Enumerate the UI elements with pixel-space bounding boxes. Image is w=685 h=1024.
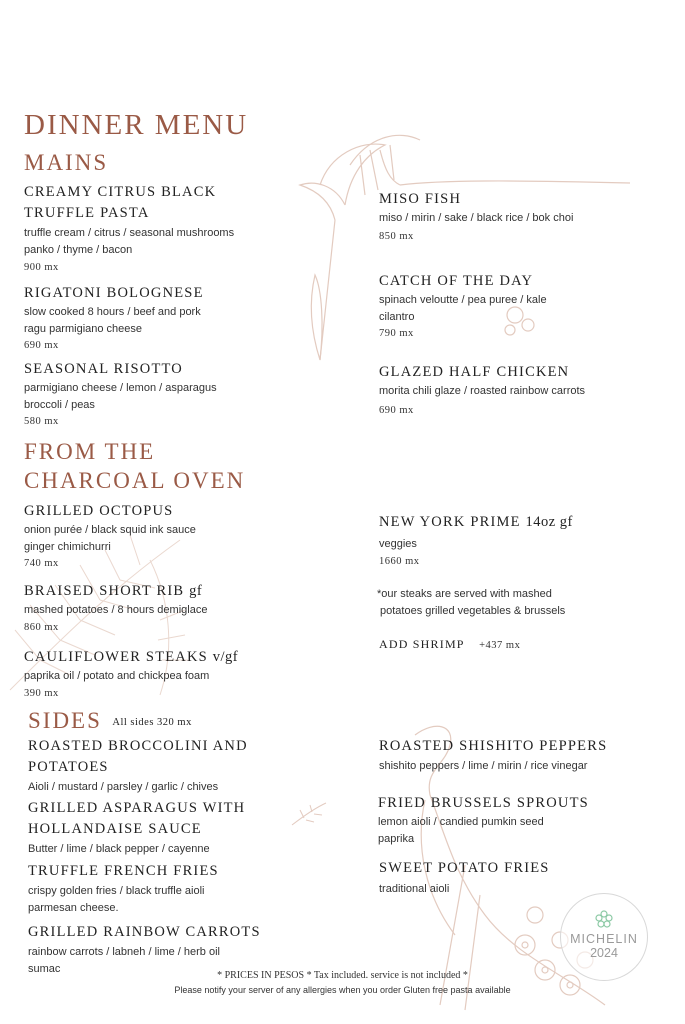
steak-note (377, 586, 667, 619)
dish-name: NEW YORK PRIME (379, 514, 521, 530)
mains-heading: MAINS (24, 150, 109, 175)
dish-price: 850 mx (379, 230, 414, 242)
dish-name: RIGATONI BOLOGNESE (24, 285, 204, 301)
dish-price: 580 mx (24, 416, 59, 427)
sides-header (28, 708, 192, 734)
dish-price: 390 mx (24, 687, 59, 699)
michelin-year: 2024 (590, 946, 618, 960)
dish-name: TRUFFLE FRENCH FRIES (28, 863, 219, 879)
menu-item (24, 359, 284, 430)
charcoal-heading-line2: CHARCOAL OVEN (24, 468, 246, 493)
dish-description: broccoli / peas (24, 398, 95, 411)
dish-name: CATCH OF THE DAY (379, 273, 534, 289)
menu-item (379, 362, 659, 419)
dish-description: spinach veloutte / pea puree / kale (379, 294, 547, 306)
dish-name: TRUFFLE PASTA (24, 205, 150, 221)
dish-price: 1660 mx (379, 555, 420, 567)
dish-price: 690 mx (379, 404, 414, 416)
menu-item (378, 793, 668, 847)
menu-item (24, 647, 294, 702)
footer-prices-note: * PRICES IN PESOS * Tax included. service is not included * (217, 970, 468, 981)
dish-description: mashed potatoes / 8 hours demiglace (24, 604, 208, 616)
dish-name: HOLLANDAISE SAUCE (28, 821, 202, 837)
dish-description: ragu parmigiano cheese (24, 322, 143, 335)
dish-description: lemon aioli / candied pumkin seed (378, 816, 544, 828)
dish-description: miso / mirin / sake / black rice / bok choi (379, 212, 574, 224)
add-shrimp-price: +437 mx (479, 640, 521, 651)
michelin-flower-icon (595, 910, 613, 928)
dish-name: GRILLED ASPARAGUS WITH (28, 800, 246, 816)
dish-price: 740 mx (24, 558, 59, 569)
dish-description: cilantro (379, 310, 415, 323)
menu-item (24, 501, 284, 572)
menu-item (379, 512, 659, 570)
dish-name: FRIED BRUSSELS SPROUTS (378, 795, 589, 811)
add-shrimp (379, 634, 659, 655)
dish-name: GRILLED RAINBOW CARROTS (28, 924, 261, 940)
menu-item (28, 736, 328, 796)
menu-item (379, 858, 669, 898)
add-shrimp-label: ADD SHRIMP (379, 637, 465, 651)
dish-name: CAULIFLOWER STEAKS (24, 649, 208, 665)
dish-description: parmesan cheese. (28, 901, 119, 914)
steak-note-line2: potatoes grilled vegetables & brussels (380, 604, 566, 617)
dish-name: BRAISED SHORT RIB (24, 583, 185, 599)
dish-name: SEASONAL RISOTTO (24, 361, 183, 377)
dish-name: GLAZED HALF CHICKEN (379, 364, 570, 380)
dish-tag: gf (189, 583, 203, 599)
menu-item (379, 271, 659, 342)
menu-item (24, 283, 284, 354)
dish-description: veggies (379, 538, 417, 550)
dish-name: POTATOES (28, 759, 109, 775)
dish-description: truffle cream / citrus / seasonal mushrooms (24, 227, 235, 239)
dish-description: panko / thyme / bacon (24, 243, 133, 256)
dish-description: traditional aioli (379, 883, 450, 895)
charcoal-heading (24, 437, 245, 495)
menu-item (28, 798, 328, 858)
sides-price-note: All sides 320 mx (112, 717, 192, 728)
dish-description: paprika oil / potato and chickpea foam (24, 670, 210, 682)
dish-name: ROASTED BROCCOLINI AND (28, 738, 248, 754)
menu-item (24, 182, 284, 276)
menu-item (28, 922, 328, 977)
dish-name: CREAMY CITRUS BLACK (24, 184, 217, 200)
dish-price: 690 mx (24, 340, 59, 351)
michelin-label: MICHELIN (570, 932, 638, 946)
menu-item (379, 736, 669, 775)
dish-tag: 14oz gf (525, 514, 573, 530)
dish-description: paprika (378, 832, 415, 845)
dish-name: MISO FISH (379, 191, 462, 207)
michelin-badge (560, 893, 648, 981)
sides-heading: SIDES (28, 708, 102, 733)
dish-tag: v/gf (212, 649, 239, 665)
page-title: DINNER MENU (24, 109, 249, 141)
dish-description: Butter / lime / black pepper / cayenne (28, 843, 210, 855)
dish-name: SWEET POTATO FRIES (379, 860, 550, 876)
dish-price: 860 mx (24, 621, 59, 633)
footer-allergy-note: Please notify your server of any allergies when you order Gluten free pasta available (174, 985, 511, 995)
dish-description: slow cooked 8 hours / beef and pork (24, 306, 201, 318)
dish-description: Aioli / mustard / parsley / garlic / chives (28, 781, 219, 793)
steak-note-line1: *our steaks are served with mashed (377, 588, 552, 600)
dish-description: crispy golden fries / black truffle aioli (28, 885, 205, 897)
dish-description: onion purée / black squid ink sauce (24, 524, 196, 536)
menu-item (24, 581, 284, 636)
dish-description: rainbow carrots / labneh / lime / herb oil (28, 946, 220, 958)
dish-description: parmigiano cheese / lemon / asparagus (24, 382, 217, 394)
dish-description: ginger chimichurri (24, 540, 111, 553)
dish-description: morita chili glaze / roasted rainbow carrots (379, 385, 586, 397)
menu-item (379, 189, 659, 245)
dish-price: 790 mx (379, 328, 414, 339)
charcoal-heading-line1: FROM THE (24, 439, 156, 464)
dish-price: 900 mx (24, 262, 59, 273)
dish-description: sumac (28, 962, 61, 975)
menu-item (28, 861, 328, 916)
dish-name: ROASTED SHISHITO PEPPERS (379, 738, 608, 754)
dish-description: shishito peppers / lime / mirin / rice vinegar (379, 760, 588, 772)
dish-name: GRILLED OCTOPUS (24, 503, 174, 519)
